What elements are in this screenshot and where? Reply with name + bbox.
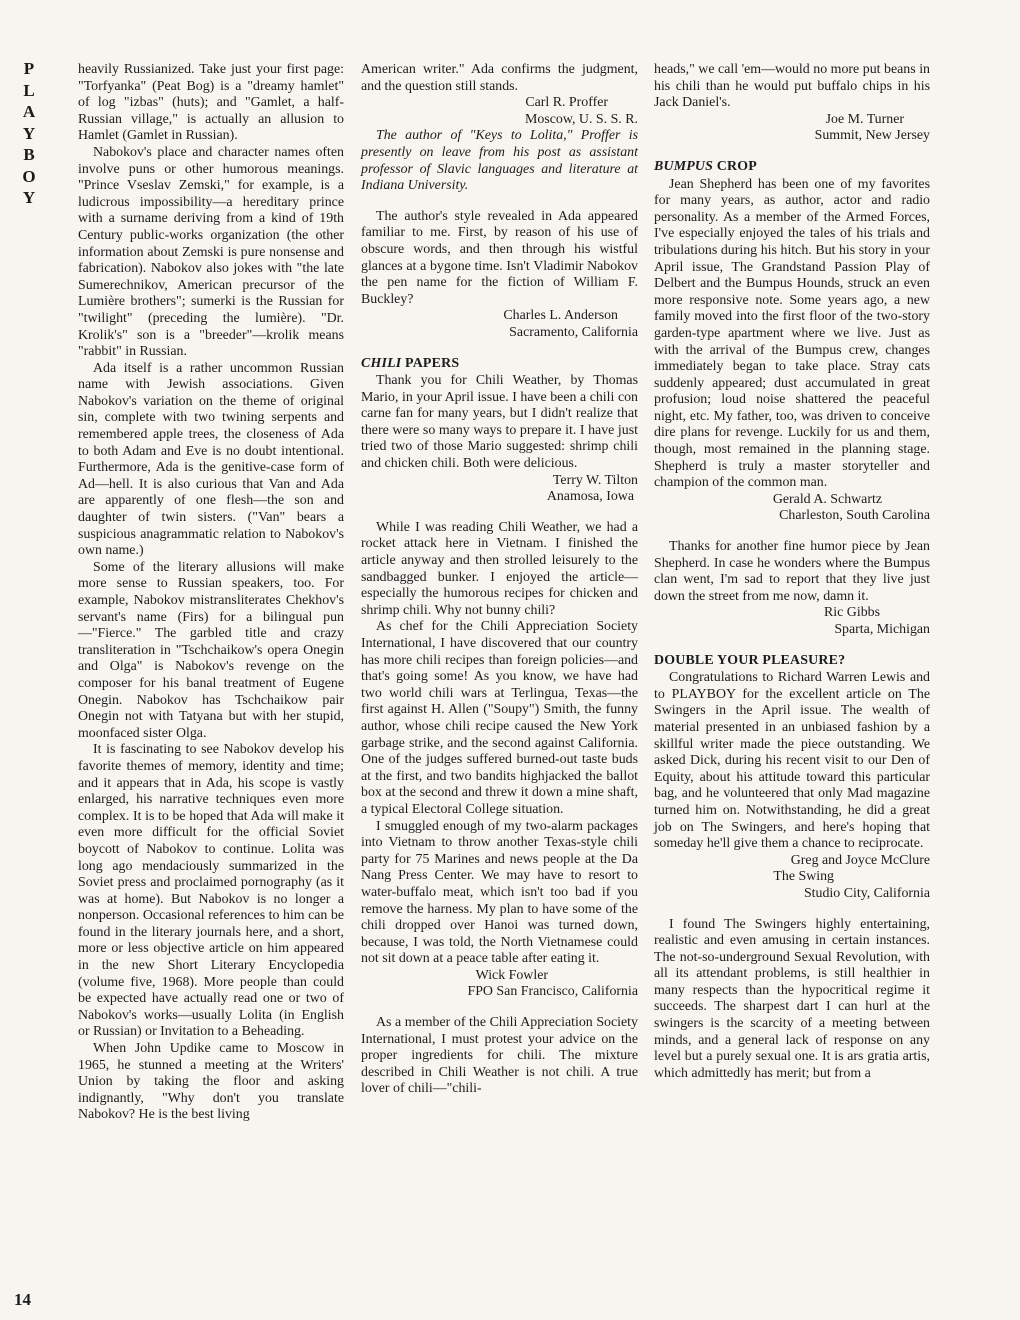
paragraph: heads," we call 'em—would no more put beans in his chili than he would put buffalo chips in his Jack Daniel's.	[654, 62, 930, 111]
paragraph: Thank you for Chili Weather, by Thomas Mario, in your April issue. I have been a chili con carne fan for many years, but I didn't realize that there were so many ways to prepare it. I have just tried two of those Mario suggested: shrimp chili and chicken chili. Both were delicious.	[361, 373, 638, 472]
signature	[654, 492, 930, 525]
signature	[654, 605, 930, 638]
title-letter: B	[23, 145, 35, 164]
signature-line: The Swing	[773, 869, 834, 885]
paragraph: While I was reading Chili Weather, we had a rocket attack here in Vietnam. I finished the article anyway and then strolled leisurely to the sandbagged bunker. I enjoyed the article—especially the humorous recipes for chicken and shrimp chili. Why not bunny chili?	[361, 519, 638, 618]
signature-name: Charles L. Anderson	[503, 308, 618, 324]
signature-name: Greg and Joyce McClure	[790, 852, 930, 868]
signature-place: Moscow, U. S. S. R.	[525, 111, 638, 127]
title-letter: O	[22, 166, 36, 186]
paragraph: It is fascinating to see Nabokov develop his favorite themes of memory, identity and time; and it appears that in Ada, his scope is vastly enlarged, his narrative techniques even more complex. It is to be hoped that Ada will make it even more difficult for the official Soviet boycott of Nabokov to continue. Lolita was long ago mendaciously summarized in the Soviet press and proclaimed pornography (as it was at home). But Nabokov is no longer a nonperson. Occasional references to him can be found in the literary journals here, and a short, more or less objective article on him appeared in the new Short Literary Encyclopedia (volume five, 1968). More people than could be expected have actually read one or two of Nabokov's works—usually Lolita (in English or Russian) or Invitation to a Beheading.	[78, 742, 344, 1040]
signature-name: Gerald A. Schwartz	[772, 491, 882, 507]
column-2	[361, 62, 638, 1098]
paragraph: Congratulations to Richard Warren Lewis and to PLAYBOY for the excellent article on The Swingers in the April issue. The wealth of material presented in an unbiased fashion by a skillful writer made the piece outstanding. We asked Dick, during his recent visit to our Den of Equity, about his attitude toward this particular bag, and he volunteered that only Mad magazine turned him on. Notwithstanding, he did a great job on The Swingers, and here's hoping that someday he'll give them a chance to reciprocate.	[654, 670, 930, 852]
paragraph: heavily Russianized. Take just your first page: "Torfyanka" (Peat Bog) is a "dreamy hamlet" of log "izbas" (huts); and "Gamlet, a half-Russian village," is actually an allusion to Hamlet (Gamlet in Russian).	[78, 62, 344, 144]
page-number: 14	[14, 1290, 31, 1309]
paragraph: As chef for the Chili Appreciation Society International, I have discovered that our country has more chili recipes than foreign policies—and that's going some! As you know, we have had two world chili wars at Terlingua, Texas—the first against H. Allen ("Soupy") Smith, the funny author, whose chili recipe caused the New York garbage strike, and the second against California. One of the judges suffered burned-out taste buds at the first, and two bandits highjacked the ballot box at the second and threw it down a mine shaft, a typical Electoral College situation.	[361, 619, 638, 817]
paragraph: I smuggled enough of my two-alarm packages into Vietnam to throw another Texas-style chili party for 75 Marines and news people at the Da Nang Press Center. We may have to resort to water-buffalo meat, which isn't too bad if you remove the harness. My plan to have some of the chili dropped over Hanoi was turned down, because, I was told, the North Vietnamese could not sit down at a peace table after eating it.	[361, 818, 638, 967]
title-letter: Y	[22, 123, 36, 143]
magazine-title	[14, 58, 44, 209]
signature-place: Sparta, Michigan	[834, 622, 930, 637]
title-letter: A	[22, 102, 36, 121]
signature-name: Carl R. Proffer	[525, 95, 608, 111]
section-heading: BUMPUS CROP	[654, 158, 757, 174]
signature-place: Anamosa, Iowa	[546, 489, 634, 505]
editor-note: The author of "Keys to Lolita," Proffer is presently on leave from his post as assistant professor of Slavic languages and literature at Indiana University.	[361, 128, 638, 194]
paragraph: The author's style revealed in Ada appeared familiar to me. First, by reason of his use of obscure words, and then through his wistful glances at a bygone time. Isn't Vladimir Nabokov the pen name for the fiction of William F. Buckley?	[361, 208, 638, 307]
paragraph: When John Updike came to Moscow in 1965, he stunned a meeting at the Writers' Union by taking the floor and asking indignantly, "Why don't you translate Nabokov? He is the best living	[78, 1041, 344, 1123]
title-letter: P	[23, 59, 35, 78]
title-letter: L	[23, 80, 35, 100]
section-heading: CHILI PAPERS	[361, 355, 460, 371]
signature	[654, 853, 930, 903]
signature-place: Sacramento, California	[509, 324, 638, 340]
paragraph: American writer." Ada confirms the judgment, and the question still stands.	[361, 62, 638, 94]
paragraph: Thanks for another fine humor piece by Jean Shepherd. In case he wonders where the Bumpus clan went, I'm sad to report that they live just down the street from me now, damn it.	[654, 539, 930, 604]
signature-name: Ric Gibbs	[824, 605, 880, 621]
paragraph: Ada itself is a rather uncommon Russian name with Jewish associations. Given Nabokov's variation on the theme of original sin, complete with two twining serpents and remembered apple trees, the closeness of Ada to both Adam and Eve is no doubt intentional. Furthermore, Ada is the genitive-case form of Ad—hell. It is also curious that Van and Ada are apparently of one flesh—the son and daughter of twin sisters. ("Van" bears a suspicious anagrammatic relation to Nabokov's own name.)	[78, 360, 344, 559]
paragraph: Some of the literary allusions will make more sense to Russian speakers, too. For example, Nabokov mistransliterates Chekhov's servant's name (Firs) for a bilingual pun—"Fierce." The garbled title and crazy transliteration in "Tschchaikow's opera Onegin and Olga" is Nabokov's revenge on the composer for his banal treatment of Eugene Onegin. Nabokov has Tschchaikow pair Onegin not with Tatyana but with her stupid, moonfaced sister Olga.	[78, 559, 344, 741]
signature-place: FPO San Francisco, California	[467, 984, 638, 1000]
signature	[361, 95, 638, 128]
signature-place: Charleston, South Carolina	[779, 508, 930, 524]
signature-place: Studio City, California	[803, 885, 930, 901]
column-1	[78, 62, 344, 1124]
column-3	[654, 62, 930, 1082]
paragraph: Jean Shepherd has been one of my favorites for many years, as author, actor and radio personality. As a member of the Armed Forces, I've especially enjoyed the tales of his trials and tribulations during his hitch. But his story in your April issue, The Grandstand Passion Play of Delbert and the Bumpus Hounds, struck an even more responsive note. Some years ago, a new family moved into the first floor of the two-story garden-type apartment where we live. Just as with the arrival of the Bumpus crew, changes immediately began to take place. Stray cats suddenly appeared; dust accumulated in great profusion; loud noise shattered the peaceful night, etc. My father, too, was driven to conceive dire plans for revenge. Luckily for us and them, though, most remained in the planning stage. Shepherd is truly a master storyteller and champion of the common man.	[654, 176, 930, 491]
signature-name: Joe M. Turner	[825, 111, 904, 127]
signature-place: Summit, New Jersey	[814, 128, 930, 144]
signature	[361, 473, 638, 506]
signature	[654, 112, 930, 145]
section-heading: DOUBLE YOUR PLEASURE?	[654, 652, 846, 668]
paragraph: As a member of the Chili Appreciation Society International, I must protest your advice on the proper ingredients for chili. The mixture described in Chili Weather is not chili. A true lover of chili—"chili-	[361, 1015, 638, 1097]
signature-name: Wick Fowler	[475, 967, 548, 983]
signature	[361, 308, 638, 341]
paragraph: Nabokov's place and character names often involve puns or other humorous meanings. "Prince Vseslav Zemski," for example, is a ludicrous impossibility—a hereditary prince with a surname deriving from a kind of 19th Century public-works organization (the other information about Zemski is pure nonsense and fabrication). Nabokov also jokes with "the late Sumerechnikov, American precursor of the Lumière brothers"; sumerki is the Russian for "twilight" (preceding the lumière). "Dr. Krolik's" son is a "breeder"—krolik means "rabbit" in Russian.	[78, 144, 344, 360]
signature	[361, 968, 638, 1001]
title-letter: Y	[22, 188, 36, 207]
paragraph: I found The Swingers highly entertaining, realistic and even amusing in certain instances. The not-so-underground Sexual Revolution, with all its attendant problems, is still healthier in many respects than the hypocritical regime it succeeds. The sharpest dart I can hurl at the swingers is the scarcity of a meeting between minds, and a general lack of response on any level but a purely sexual one. It is ars gratia artis, which admittedly has merit; but from a	[654, 916, 930, 1081]
signature-name: Terry W. Tilton	[552, 472, 638, 488]
